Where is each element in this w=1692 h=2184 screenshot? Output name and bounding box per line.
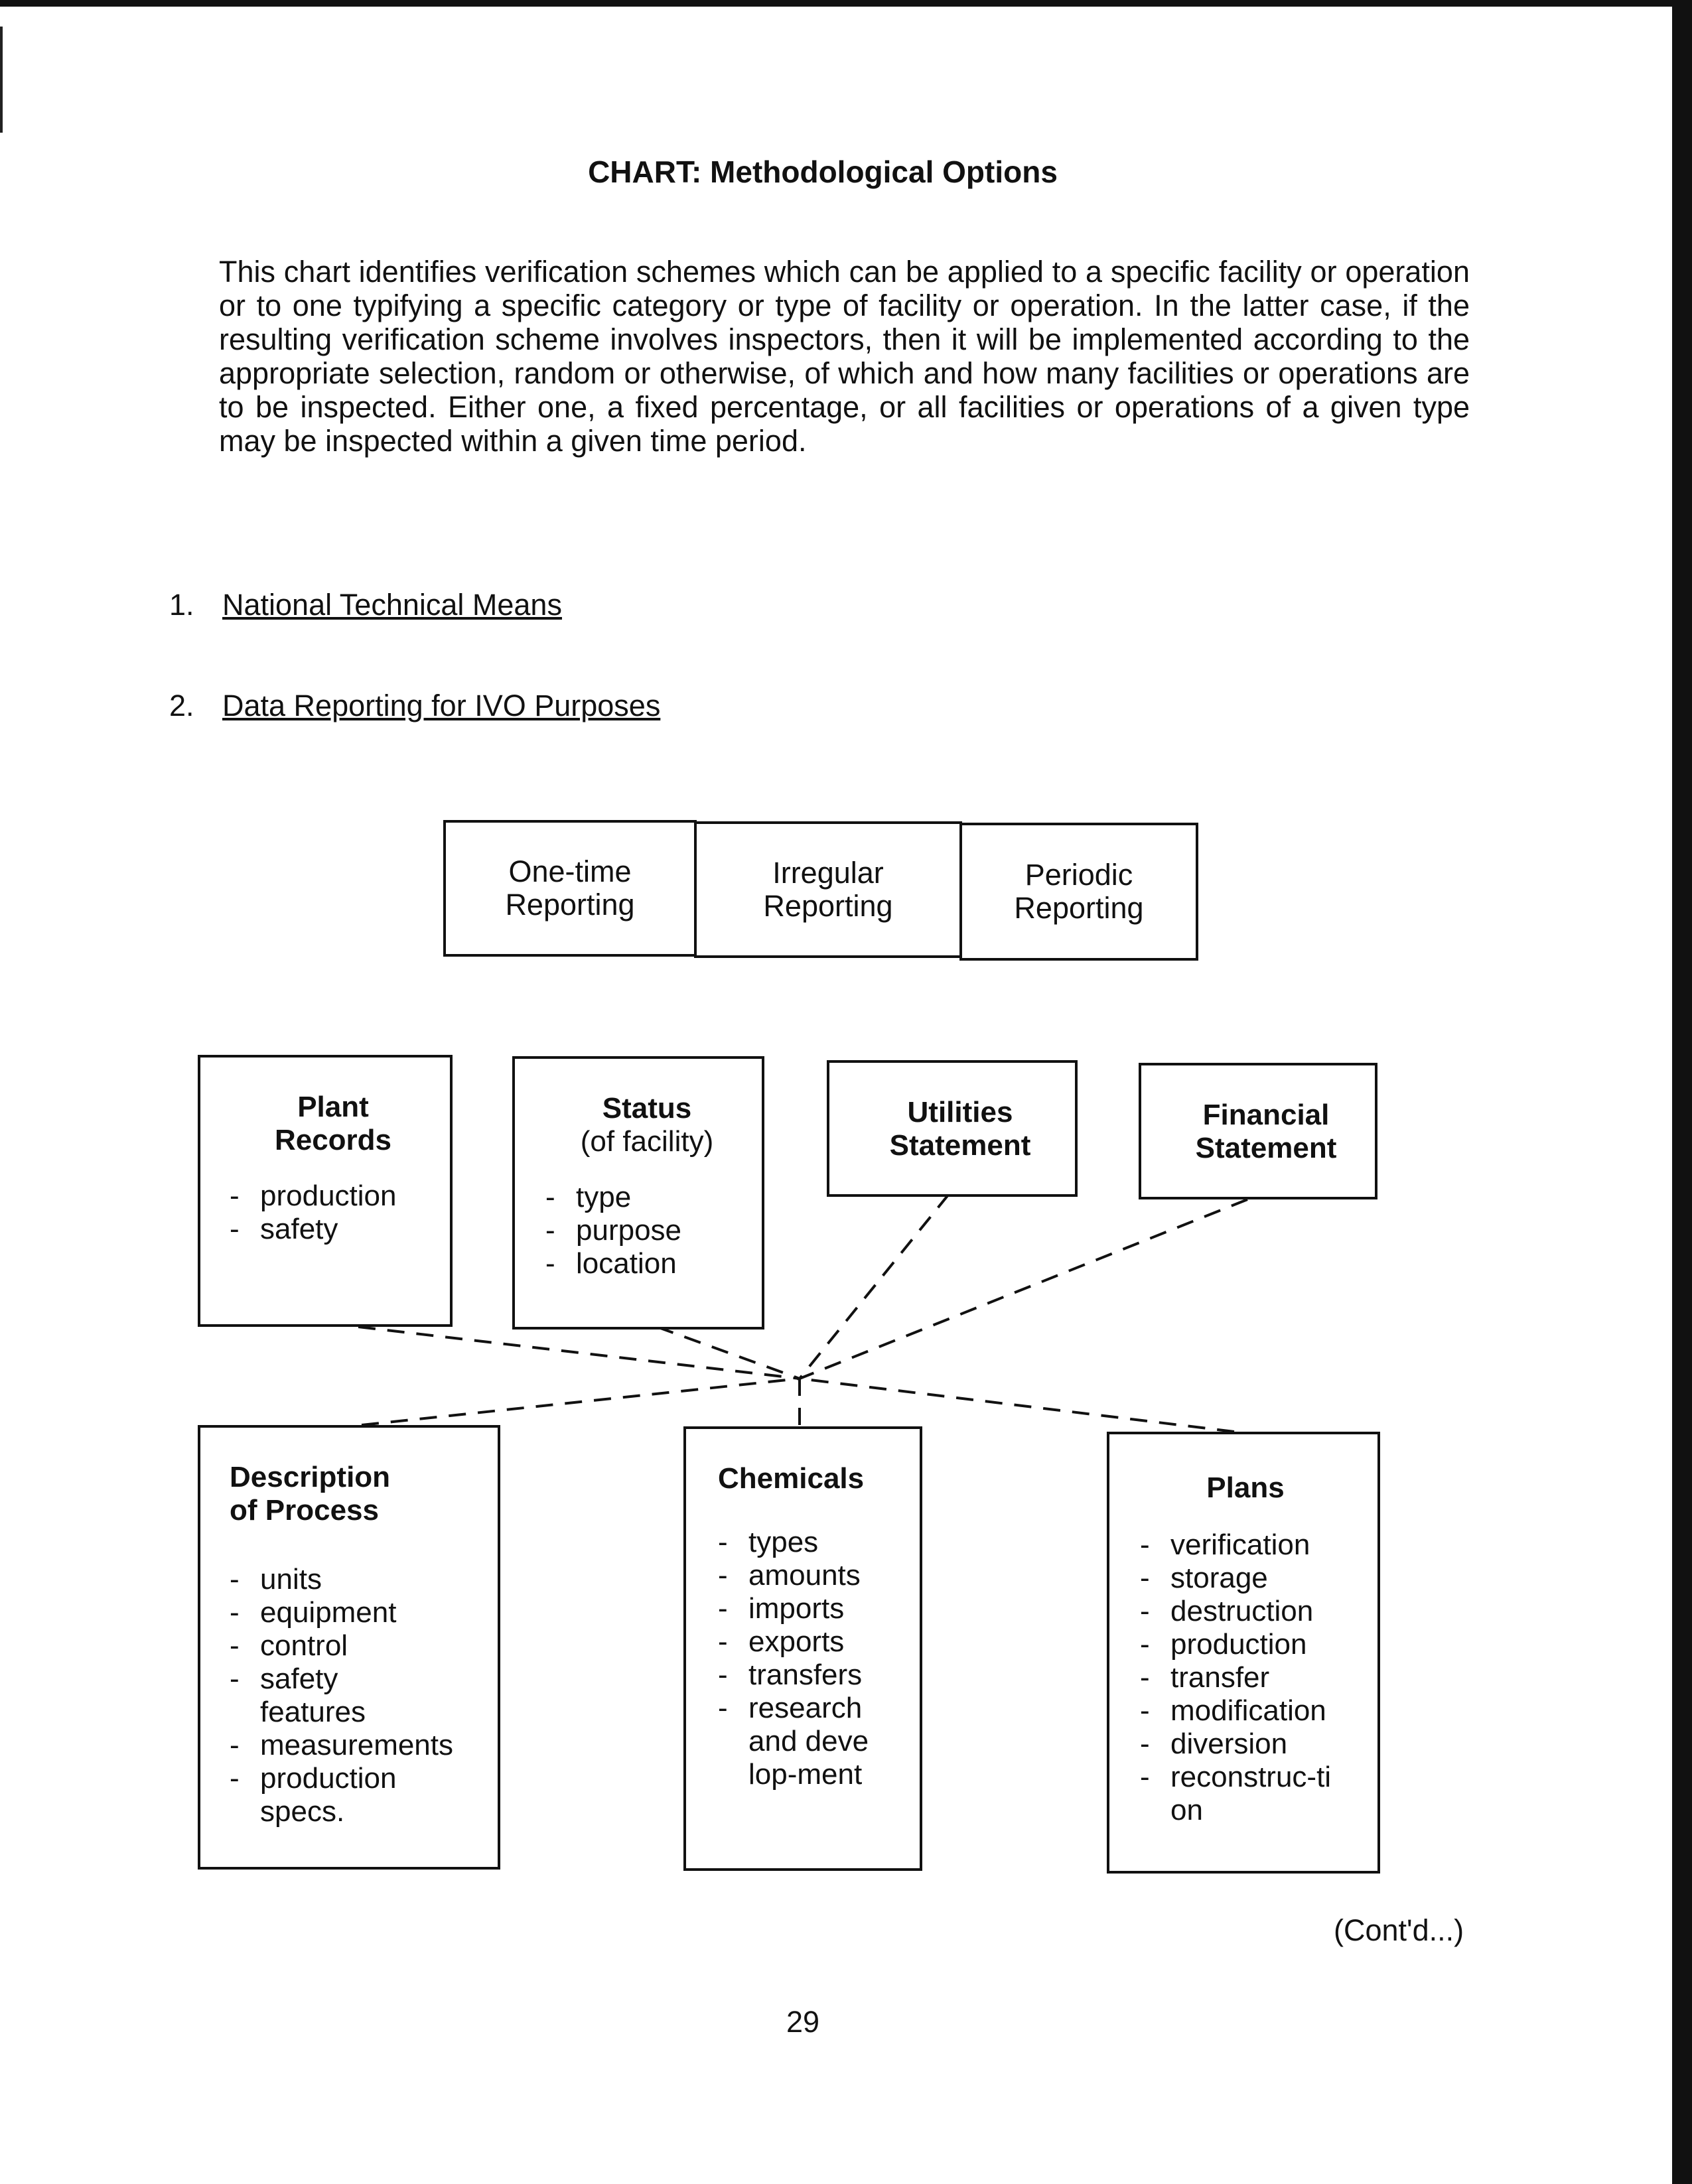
box-heading: Utilities	[907, 1096, 1013, 1128]
box-item-list	[545, 1181, 748, 1280]
section-number: 1.	[169, 588, 194, 622]
connector-utilities	[800, 1194, 949, 1379]
list-item: - storage	[1140, 1562, 1364, 1595]
list-item: - purpose	[545, 1214, 748, 1247]
page-number: 29	[786, 2005, 820, 2039]
list-item: - production	[1140, 1628, 1364, 1661]
list-item: - research and develop-ment	[718, 1692, 875, 1791]
list-item: - transfer	[1140, 1661, 1364, 1694]
list-item: - exports	[718, 1625, 906, 1659]
intro-paragraph: This chart identifies verification schemes which can be applied to a specific facility or operation or to one typifying a specific category or type of facility or operation. In the latter case, if the resulting verification scheme involves inspectors, then it will be implemented according to the appropriate selection, random or otherwise, of which and how many facilities or operations are to be inspected. Either one, a fixed percentage, or all facilities or operations of a given type may be inspected within a given time period.	[219, 255, 1470, 458]
box-heading: of Process	[230, 1494, 379, 1527]
list-item: - safety features	[230, 1663, 360, 1729]
box-subheading: (of facility)	[580, 1125, 714, 1158]
continued-note: (Cont'd...)	[1334, 1913, 1464, 1947]
reporting-line2: Reporting	[1014, 891, 1144, 925]
box-utilities-statement	[827, 1060, 1078, 1197]
box-description-of-process	[198, 1425, 500, 1870]
section-number: 2.	[169, 689, 194, 722]
connector-status	[657, 1327, 800, 1379]
box-item-list	[718, 1526, 906, 1791]
box-heading: Statement	[889, 1129, 1031, 1162]
connector-financial	[800, 1199, 1247, 1379]
box-heading: Plant	[297, 1091, 369, 1123]
box-heading: Records	[274, 1124, 392, 1156]
list-item: - destruction	[1140, 1595, 1364, 1628]
page-title: CHART: Methodological Options	[588, 155, 1058, 189]
list-item: - types	[718, 1526, 906, 1559]
list-item: - amounts	[718, 1559, 906, 1592]
list-item: - imports	[718, 1592, 906, 1625]
reporting-line1: One-time	[508, 854, 632, 888]
list-item: - safety	[230, 1213, 437, 1246]
box-heading: Description	[230, 1461, 391, 1493]
box-heading: Status	[602, 1092, 692, 1125]
list-item: - location	[545, 1247, 748, 1280]
list-item: - control	[230, 1629, 484, 1663]
list-item: - units	[230, 1563, 484, 1596]
list-item: - measurements	[230, 1729, 484, 1762]
reporting-line1: Irregular	[772, 856, 884, 890]
list-item: - transfers	[718, 1659, 906, 1692]
box-status	[512, 1056, 764, 1330]
box-plant-records	[198, 1055, 453, 1327]
list-item: - verification	[1140, 1529, 1364, 1562]
reporting-line1: Periodic	[1024, 858, 1133, 892]
box-heading: Chemicals	[718, 1462, 865, 1495]
connector-description	[362, 1379, 800, 1425]
box-item-list	[230, 1180, 437, 1246]
list-item: - equipment	[230, 1596, 484, 1629]
box-item-list	[230, 1563, 484, 1828]
reporting-line2: Reporting	[763, 889, 893, 923]
box-chemicals	[683, 1426, 922, 1871]
box-heading: Statement	[1195, 1132, 1337, 1164]
section-title: National Technical Means	[222, 588, 562, 622]
list-item: - type	[545, 1181, 748, 1214]
connector-plant-records	[358, 1327, 800, 1379]
list-item: - diversion	[1140, 1728, 1364, 1761]
list-item: - modification	[1140, 1694, 1364, 1728]
box-heading: Plans	[1206, 1471, 1285, 1504]
box-item-list	[1140, 1529, 1364, 1827]
section-title: Data Reporting for IVO Purposes	[222, 689, 661, 722]
list-item: - production specs.	[230, 1762, 360, 1828]
box-financial-statement	[1139, 1063, 1377, 1199]
box-heading: Financial	[1202, 1099, 1330, 1131]
list-item: - reconstruc-tion	[1140, 1761, 1343, 1827]
reporting-line2: Reporting	[505, 888, 635, 921]
box-plans	[1107, 1432, 1380, 1874]
list-item: - production	[230, 1180, 437, 1213]
connector-plans	[800, 1379, 1234, 1432]
